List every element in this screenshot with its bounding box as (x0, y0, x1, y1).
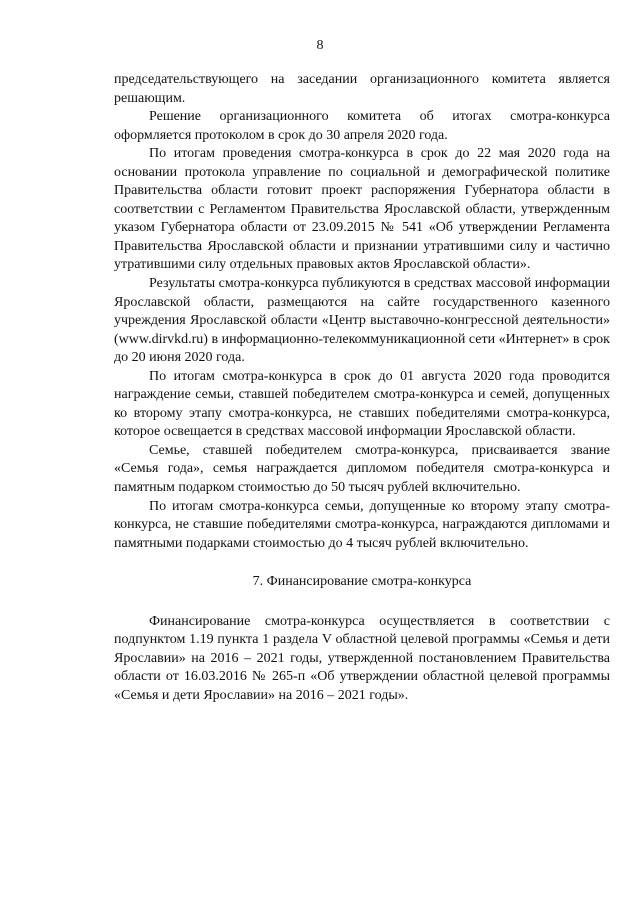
paragraph-continuation: председательствующего на заседании организационного комитета является решающим. (114, 72, 610, 106)
paragraph-financing: Финансирование смотра-конкурса осуществляется в соответствии с подпунктом 1.19 пункта 1 раздела V областной целевой программы «Семья и дети Ярославии» на 2016 – 2021 годы, утвержденной постановлением Правительства области от 16.03.2016 № 265-п «Об утверждении областной целевой программы «Семья и дети Ярославии» на 2016 – 2021 годы». (114, 613, 610, 703)
paragraph-governor-order: По итогам проведения смотра-конкурса в срок до 22 мая 2020 года на основании протокола управление по социальной и демографической политике Правительства области готовит проект распоряжения Губернатора области в соответствии с Регламентом Правительства Ярославской области, утвержденным указом Губернатора области от 23.09.2015 № 541 «Об утверждении Регламента Правительства Ярославской области и признании утратившими силу и частично утратившими силу отдельных правовых актов Ярославской области». (114, 146, 610, 273)
paragraph-protocol-deadline: Решение организационного комитета об итогах смотра-конкурса оформляется протоколом в срок до 30 апреля 2020 года. (114, 109, 610, 143)
paragraph-results-publication: Результаты смотра-конкурса публикуются в средствах массовой информации Ярославской области, размещаются на сайте государственного казенного учреждения Ярославской области «Центр выставочно-конгрессной деятельности» (www.dirvkd.ru) в информационно-телекоммуникационной сети «Интернет» в срок до 20 июня 2020 года. (114, 276, 610, 366)
document-body (114, 71, 610, 706)
page-number: 8 (316, 38, 324, 53)
paragraph-awarding: По итогам смотра-конкурса в срок до 01 августа 2020 года проводится награждение семьи, ставшей победителем смотра-конкурса и семей, допущенных ко второму этапу смотра-конкурса, не ставших победителями смотра-конкурса, которое освещается в средствах массовой информации Ярославской области. (114, 368, 610, 440)
paragraph-family-of-year: Семье, ставшей победителем смотра-конкурса, присваивается звание «Семья года», семья награждается дипломом победителя смотра-конкурса и памятным подарком стоимостью до 50 тысяч рублей включительно. (114, 442, 610, 496)
section-heading: 7. Финансирование смотра-конкурса (252, 574, 472, 590)
paragraph-second-stage-awards: По итогам смотра-конкурса семьи, допущенные ко второму этапу смотра-конкурса, не ставшие победителями смотра-конкурса, награждаются дипломами и памятными подарками стоимостью до 4 тысяч рублей включительно. (114, 498, 610, 551)
